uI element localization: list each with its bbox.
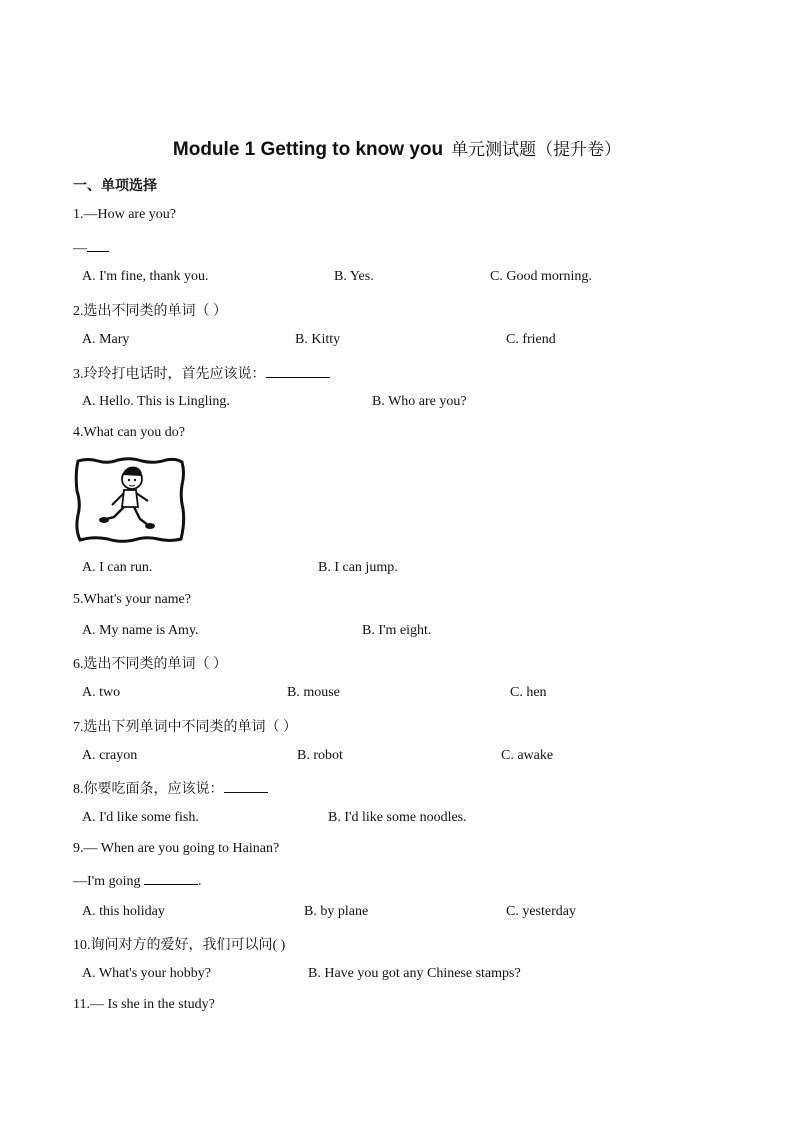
q1-option-c: C. Good morning. — [490, 269, 592, 284]
q7-option-b: B. robot — [297, 748, 343, 763]
question-3 — [73, 363, 330, 383]
q7-option-c: C. awake — [501, 748, 554, 763]
answer-blank — [144, 872, 198, 885]
q9-option-c: C. yesterday — [506, 904, 576, 919]
q4-option-b: B. I can jump. — [318, 560, 398, 575]
question-7: 7.选出下列单词中不同类的单词（ ） — [73, 720, 297, 735]
question-11: 11.— Is she in the study? — [73, 997, 215, 1012]
q8-option-a: A. I'd like some fish. — [82, 810, 199, 825]
q2-option-a: A. Mary — [82, 332, 130, 347]
page-title — [0, 135, 794, 161]
question-9: 9.— When are you going to Hainan? — [73, 841, 280, 856]
q3-option-a: A. Hello. This is Lingling. — [82, 394, 230, 409]
answer-blank — [87, 239, 109, 252]
question-6: 6.选出不同类的单词（ ） — [73, 657, 227, 672]
title-en: Module 1 Getting to know you — [172, 139, 444, 160]
q6-option-b: B. mouse — [287, 685, 340, 700]
q9-option-a: A. this holiday — [82, 904, 165, 919]
q3-option-b: B. Who are you? — [372, 394, 467, 409]
boy-running-picture — [74, 457, 186, 543]
section-heading: 一、单项选择 — [73, 178, 157, 194]
answer-period: . — [197, 874, 202, 889]
q7-option-a: A. crayon — [82, 748, 138, 763]
q5-option-b: B. I'm eight. — [362, 623, 432, 638]
question-1: 1.—How are you? — [73, 207, 177, 222]
q6-option-c: C. hen — [510, 685, 547, 700]
question-4: 4.What can you do? — [73, 425, 185, 440]
q8-option-b: B. I'd like some noodles. — [328, 810, 467, 825]
answer-blank — [266, 365, 330, 378]
question-5: 5.What's your name? — [73, 592, 191, 607]
question-8-text: 8.你要吃面条，应该说： — [73, 782, 224, 797]
q6-option-a: A. two — [82, 685, 121, 700]
question-3-text: 3.玲玲打电话时，首先应该说： — [73, 367, 266, 382]
title-cn: 单元测试题（提升卷） — [451, 140, 622, 159]
q10-option-a: A. What's your hobby? — [82, 966, 212, 981]
answer-text: —I'm going — [73, 874, 141, 889]
q9-option-b: B. by plane — [304, 904, 369, 919]
q2-option-b: B. Kitty — [295, 332, 341, 347]
answer-blank — [224, 780, 268, 793]
q10-option-b: B. Have you got any Chinese stamps? — [308, 966, 521, 981]
q2-option-c: C. friend — [506, 332, 556, 347]
q4-option-a: A. I can run. — [82, 560, 153, 575]
question-1-answer — [73, 239, 109, 257]
answer-dash: — — [73, 241, 87, 256]
q5-option-a: A. My name is Amy. — [82, 623, 199, 638]
q1-option-a: A. I'm fine, thank you. — [82, 269, 209, 284]
question-8 — [73, 778, 268, 798]
question-9-answer — [73, 872, 201, 890]
q1-option-b: B. Yes. — [334, 269, 374, 284]
question-2: 2.选出不同类的单词（ ） — [73, 304, 227, 319]
question-10: 10.询问对方的爱好，我们可以问( ) — [73, 938, 286, 953]
